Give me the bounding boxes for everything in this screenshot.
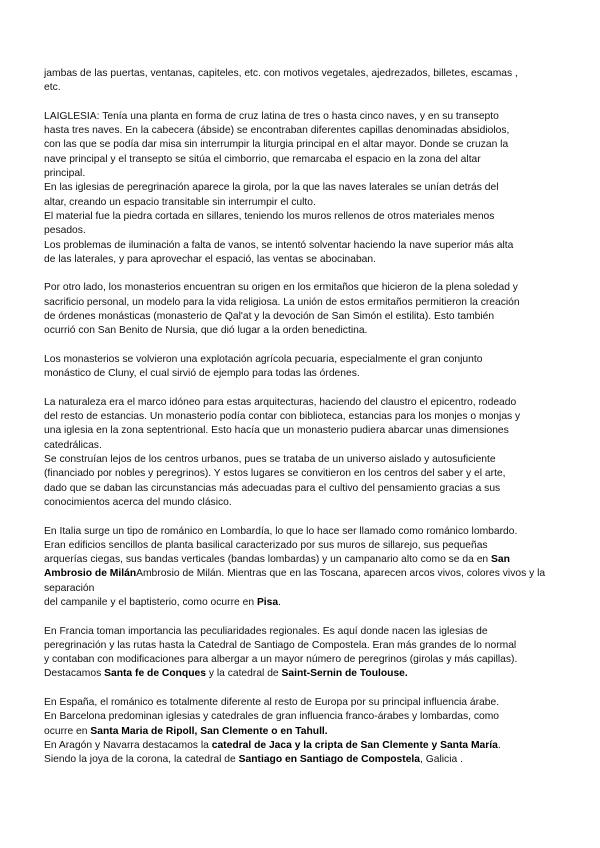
bold-term: Santa fe de Conques <box>104 668 206 680</box>
text-line: Los monasterios se volvieron una explotación agrícola pecuaria, especialmente el gran conjunto <box>44 353 483 365</box>
text-run: , Galicia . <box>420 754 463 766</box>
text-line: con las que se podía dar misa sin interrumpir la liturgia principal en el altar mayor. Donde se cruzan la <box>44 139 509 151</box>
text-line: En Italia surge un tipo de románico en Lombardía, lo que lo hace ser llamado como románico lombardo. <box>44 525 518 537</box>
text-line <box>44 553 559 567</box>
text-line: Se construían lejos de los centros urbanos, pues se trataba de un universo aislado y autosuficiente <box>44 454 496 466</box>
text-line <box>44 567 559 596</box>
text-line: ocurrió con San Benito de Nursia, que dió lugar a la orden benedictina. <box>44 325 368 337</box>
text-run: arquerías ciegas, sus bandas verticales (bandas lombardas) y un campanario alto como se da en <box>44 554 489 566</box>
document-body <box>44 67 559 768</box>
text-line <box>44 596 559 610</box>
text-line <box>44 753 559 767</box>
text-line: Por otro lado, los monasterios encuentran su origen en los ermitaños que hicieron de la plena soledad y <box>44 282 518 294</box>
paragraph-espana <box>44 696 559 767</box>
text-line: sacrificio personal, un modelo para la vida religiosa. La unión de estos ermitaños permitieron la creación <box>44 296 520 308</box>
bold-term: Santa Maria de Ripoll, San Clemente o en Tahull. <box>90 725 328 737</box>
text-run: Ambrosio de Milán. Mientras que en las Toscana, aparecen arcos vivos, colores vivos y la separación <box>44 568 546 594</box>
text-line: altar, creando un espacio transitable sin interrumpir el culto. <box>44 196 316 208</box>
bold-term: Ambrosio de Milán <box>44 568 137 580</box>
text-line <box>44 667 559 681</box>
text-line: peregrinación y las rutas hasta la Catedral de Santiago de Compostela. Eran más grandes de lo normal <box>44 639 517 651</box>
text-line: del resto de estancias. Un monasterio podía contar con biblioteca, estancias para los monjes o monjas y <box>44 411 521 423</box>
bold-term: catedral de Jaca y la cripta de San Clemente y Santa María <box>211 739 498 751</box>
text-line: etc. <box>44 82 61 94</box>
text-line: La naturaleza era el marco idóneo para estas arquitecturas, haciendo del claustro el epicentro, rodeado <box>44 396 517 408</box>
text-run: . <box>497 739 501 751</box>
text-run: . <box>278 596 281 608</box>
text-line: Eran edificios sencillos de planta basilical caracterizado por sus muros de sillarejo, sus pequeñas <box>44 539 488 551</box>
paragraph-la-iglesia <box>44 110 559 267</box>
bold-term: San <box>491 554 510 566</box>
text-line: una iglesia en la zona septentrional. Esto hacía que un monasterio pudiera abarcar unas dimensiones <box>44 425 509 437</box>
bold-term: Pisa <box>256 596 279 608</box>
paragraph-italia <box>44 525 559 611</box>
text-run: y la catedral de <box>205 668 282 680</box>
text-line: (financiado por nobles y peregrinos). Y estos lugares se convitieron en los centros del saber y el arte, <box>44 468 506 480</box>
text-line: nave principal y el transepto se sitúa el cimborrio, que remarcaba el espacio en la zona del altar <box>44 153 481 165</box>
text-line: principal. <box>44 168 86 180</box>
paragraph-monasterios-cluny <box>44 353 559 382</box>
text-line: pesados. <box>44 225 86 237</box>
text-line: En Barcelona predominan iglesias y catedrales de gran influencia franco-árabes y lombardas, como <box>44 711 500 723</box>
paragraph-francia <box>44 625 559 682</box>
text-line: jambas de las puertas, ventanas, capiteles, etc. con motivos vegetales, ajedrezados, billetes, escamas , <box>44 68 518 79</box>
text-run: Destacamos <box>44 668 102 680</box>
paragraph-decoration <box>44 67 559 96</box>
text-line: catedrálicas. <box>44 439 102 451</box>
text-line <box>44 739 559 753</box>
text-run: ocurre en <box>44 725 88 737</box>
text-run: En Aragón y Navarra destacamos la <box>44 739 209 751</box>
text-line: Los problemas de iluminación a falta de vanos, se intentó solventar haciendo la nave superior más alta <box>44 239 514 251</box>
paragraph-naturaleza <box>44 396 559 510</box>
text-line: conocimientos acerca del mundo clásico. <box>44 496 232 508</box>
bold-term: Santiago en Santiago de Compostela <box>238 754 421 766</box>
text-line: En España, el románico es totalmente diferente al resto de Europa por su principal influencia árabe. <box>44 697 500 709</box>
bold-term: Saint-Sernin de Toulouse. <box>281 668 408 680</box>
text-line: y contaban con modificaciones para albergar a un mayor número de peregrinos (girolas y más capillas). <box>44 654 518 666</box>
text-run: del campanile y el baptisterio, como ocurre en <box>44 596 255 608</box>
text-line <box>44 725 559 739</box>
text-line: En Francia toman importancia las peculiaridades regionales. Es aquí donde nacen las iglesias de <box>44 625 488 637</box>
paragraph-monasterios-origen <box>44 281 559 338</box>
text-line: LAIGLESIA: Tenía una planta en forma de cruz latina de tres o hasta cinco naves, y en su transepto <box>44 110 499 122</box>
text-run: Siendo la joya de la corona, la catedral de <box>44 754 236 766</box>
text-line: dado que se daban las circunstancias más adecuadas para el cultivo del pensamiento gracias a sus <box>44 482 501 494</box>
text-line: hasta tres naves. En la cabecera (ábside) se encontraban diferentes capillas denominadas absidiolos, <box>44 125 510 137</box>
text-line: de órdenes monásticas (monasterio de Qal'at y la devoción de San Simón el estilita). Esto también <box>44 311 495 323</box>
text-line: En las iglesias de peregrinación aparece la girola, por la que las naves laterales se unían detrás del <box>44 182 499 194</box>
text-line: monástico de Cluny, el cual sirvió de ejemplo para todas las órdenes. <box>44 368 360 380</box>
text-line: de las laterales, y para aprovechar el espació, las ventas se abocinaban. <box>44 253 376 265</box>
text-line: El material fue la piedra cortada en sillares, teniendo los muros rellenos de otros materiales menos <box>44 210 495 222</box>
